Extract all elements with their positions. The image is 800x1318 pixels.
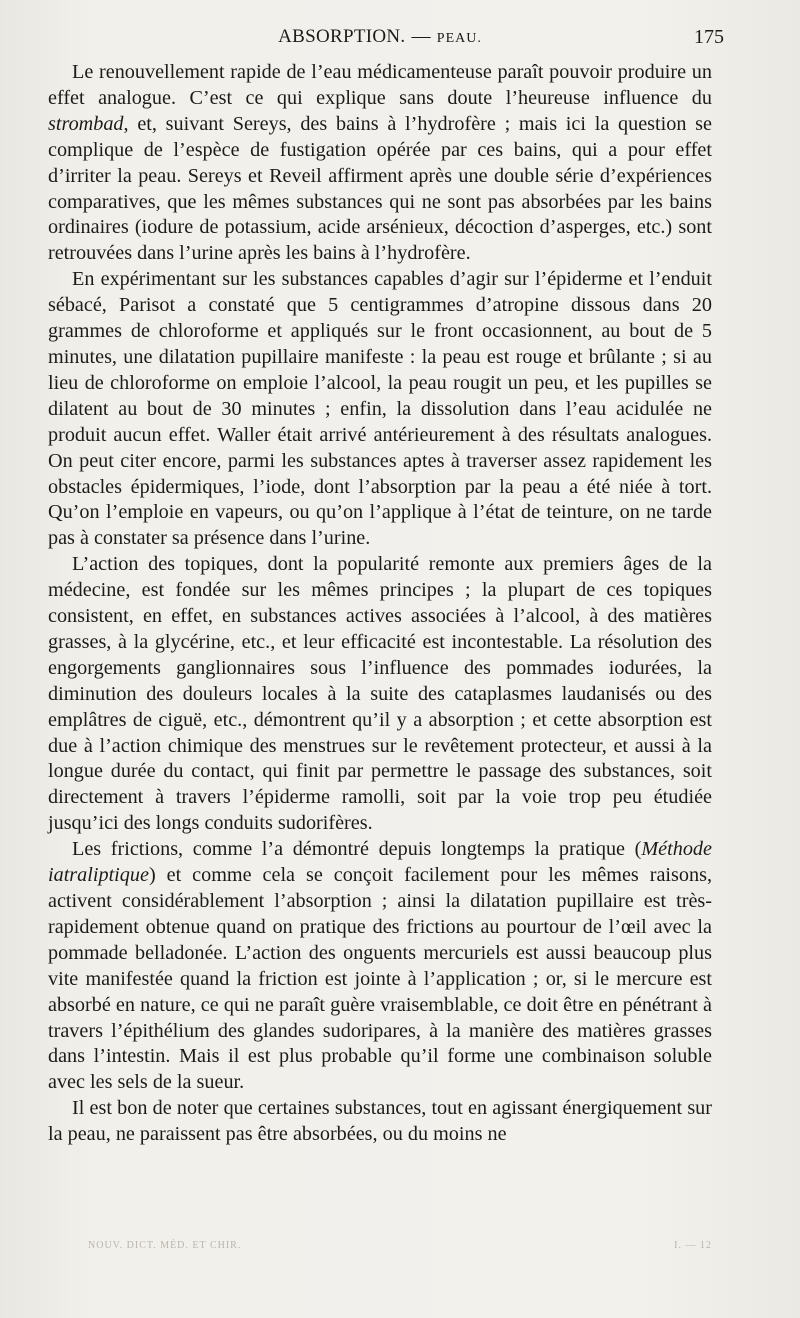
page-footer <box>88 1240 712 1258</box>
footer-show-through-text: NOUV. DICT. MÉD. ET CHIR. <box>88 1240 242 1251</box>
page-header <box>48 26 724 58</box>
paragraph-text: , et, suivant Sereys, des bains à l’hydrofère ; mais ici la question se complique de l’espèce de fustigation opérée par ces bains, qui a pour effet d’irriter la peau. Sereys et Reveil affirment après une double série d’expériences comparatives, que les mêmes substances qui ne sont pas absorbées par les bains ordinaires (iodure de potassium, acide arsénieux, décoction d’asperges, etc.) sont retrouvées dans l’urine après les bains à l’hydrofère. <box>48 112 712 265</box>
paragraph-text: L’action des topiques, dont la popularité remonte aux premiers âges de la médecine, est fondée sur les mêmes principes ; la plupart de ces topiques consistent, en effet, en substances actives associées à l’alcool, à des matières grasses, à la glycérine, etc., et leur efficacité est incontestable. La résolution des engorgements ganglionnaires sous l’influence des pommades iodurées, la diminution des douleurs locales à la suite des cataplasmes laudanisés ou des emplâtres de ciguë, etc., démontrent qu’il y a absorption ; et cette absorption est due à l’action chimique des menstrues sur le revêtement protecteur, et aussi à la longue durée du contact, qui finit par permettre le passage des substances, soit directement à travers l’épiderme ramolli, soit par la voie trop peu étudiée jusqu’ici des longs conduits sudorifères. <box>48 553 712 835</box>
footer-signature: I. — 12 <box>674 1240 712 1251</box>
running-head-title: ABSORPTION. <box>278 26 406 47</box>
running-head-subtitle: PEAU. <box>436 31 482 46</box>
running-head-separator: — <box>411 26 431 47</box>
body-text <box>48 60 712 1148</box>
paragraph-text: ) et comme cela se conçoit facilement pour les mêmes raisons, activent considérablement l’absorption ; ainsi la dilatation pupillaire est très-rapidement obtenue quand on pratique des frictions au pourtour de l’œil avec la pommade belladonée. L’action des onguents mercuriels est aussi beaucoup plus vite manifestée quand la friction est jointe à l’application ; or, si le mercure est absorbé en nature, ce qui ne paraît guère vraisemblable, ce doit être en pénétrant à travers l’épithélium des glandes sudoripares, à la manière des matières grasses dans l’intestin. Mais il est plus probable qu’il forme une combinaison soluble avec les sels de la sueur. <box>48 864 712 1094</box>
paragraph-text: En expérimentant sur les substances capables d’agir sur l’épiderme et l’enduit sébacé, Parisot a constaté que 5 centigrammes d’atropine dissous dans 20 grammes de chloroforme et appliqués sur le front occasionnent, au bout de 5 minutes, une dilatation pupillaire manifeste : la peau est rouge et brûlante ; si au lieu de chloroforme on emploie l’alcool, la peau rougit un peu, et les pupilles se dilatent au bout de 30 minutes ; enfin, la dissolution dans l’eau acidulée ne produit aucun effet. Waller était arrivé antérieurement à des résultats analogues. On peut citer encore, parmi les substances aptes à traverser assez rapidement les obstacles épidermiques, l’iode, dont l’absorption par la peau a été niée à tort. Qu’on l’emploie en vapeurs, ou qu’on l’applique à l’état de teinture, on ne tarde pas à constater sa présence dans l’urine. <box>48 268 712 550</box>
paragraph <box>48 267 712 552</box>
paragraph <box>48 60 712 267</box>
paragraph-text: Il est bon de noter que certaines substances, tout en agissant énergiquement sur la peau, ne paraissent pas être absorbées, ou du moins ne <box>48 1097 712 1146</box>
paragraph-text: Le renouvellement rapide de l’eau médicamenteuse paraît pouvoir produire un effet analogue. C’est ce qui explique sans doute l’heureuse influence du <box>48 61 712 109</box>
paragraph <box>48 1096 712 1148</box>
paragraph-text: Les frictions, comme l’a démontré depuis longtemps la pratique ( <box>72 838 642 861</box>
italic-term: strombad <box>48 112 124 135</box>
paragraph <box>48 837 712 1096</box>
paragraph <box>48 552 712 837</box>
running-head <box>48 26 712 48</box>
italic-term: Méthode iatraliptique <box>48 838 712 887</box>
page-number: 175 <box>694 26 724 48</box>
